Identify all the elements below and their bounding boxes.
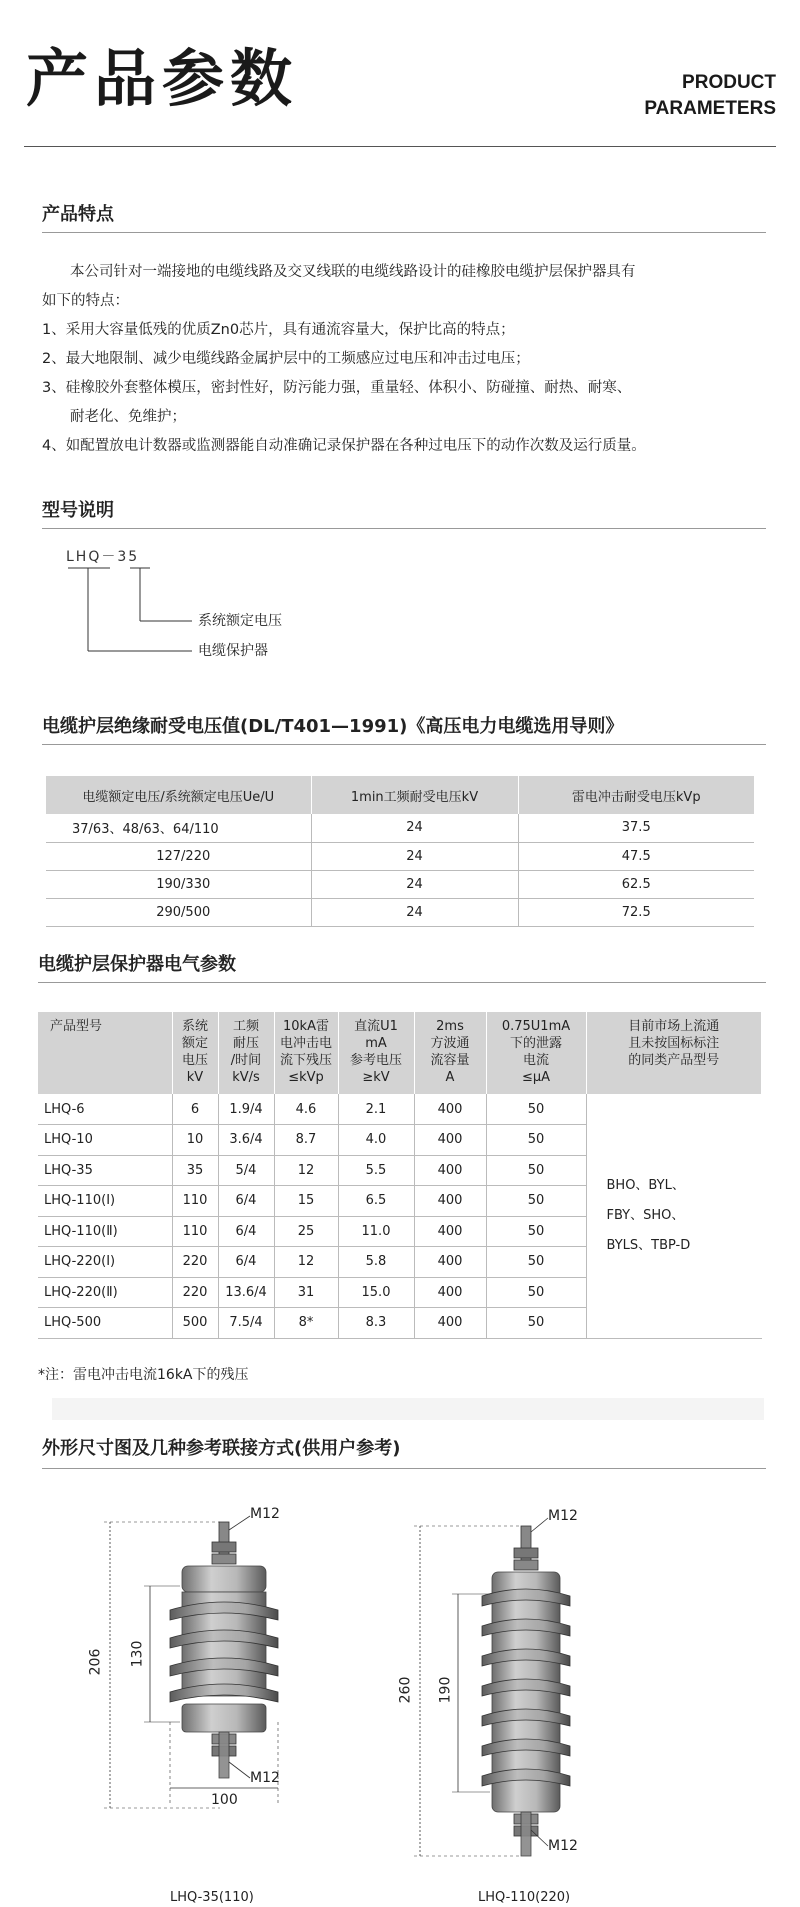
cell: 8.7	[274, 1125, 338, 1156]
cell: 400	[414, 1155, 486, 1186]
left-caption: LHQ-35(110)	[170, 1890, 254, 1905]
cell: 400	[414, 1216, 486, 1247]
cell: 6.5	[338, 1186, 414, 1217]
cell: 220	[172, 1247, 218, 1278]
cell: 400	[414, 1308, 486, 1339]
cell: 50	[486, 1155, 586, 1186]
cell: 4.0	[338, 1125, 414, 1156]
insulation-header-voltage: 电缆额定电压/系统额定电压Ue/U	[46, 776, 311, 814]
electrical-header-rated: 系统 额定 电压 kV	[172, 1012, 218, 1094]
equivalents-line-1: BHO、BYL、	[606, 1177, 685, 1193]
cell: 50	[486, 1308, 586, 1339]
page-title-en-line1: PRODUCT	[682, 72, 776, 93]
cell: 4.6	[274, 1094, 338, 1125]
equivalents-line-2: FBY、SHO、	[606, 1207, 685, 1223]
cell: 15	[274, 1186, 338, 1217]
drawings-title: 外形尺寸图及几种参考联接方式(供用户参考)	[42, 1438, 401, 1459]
cell: 37/63、48/63、64/110	[46, 814, 311, 842]
cell: 6	[172, 1094, 218, 1125]
electrical-header-model: 产品型号	[38, 1012, 172, 1094]
insulation-header-lightning: 雷电冲击耐受电压kVp	[518, 776, 754, 814]
cell: 24	[311, 842, 518, 870]
model-code: LHQ－35	[66, 549, 140, 565]
header-divider	[24, 146, 776, 147]
left-top-bolt-label: M12	[250, 1506, 280, 1522]
features-list	[42, 258, 776, 461]
cell: 5/4	[218, 1155, 274, 1186]
cell: 72.5	[518, 898, 754, 926]
cell: 24	[311, 870, 518, 898]
right-body-height: 190	[437, 1676, 454, 1704]
electrical-header-residual: 10kA雷 电冲击电 流下残压 ≤kVp	[274, 1012, 338, 1094]
cell: 2.1	[338, 1094, 414, 1125]
cell: 15.0	[338, 1277, 414, 1308]
model-diagram	[66, 540, 366, 670]
cell: 37.5	[518, 814, 754, 842]
model-label-voltage: 系统额定电压	[198, 613, 282, 629]
footnote: *注：雷电冲击电流16kA下的残压	[38, 1367, 249, 1383]
cell: 290/500	[46, 898, 311, 926]
cell: LHQ-500	[38, 1308, 172, 1339]
electrical-header-square-wave: 2ms 方波通 流容量 A	[414, 1012, 486, 1094]
table-row	[46, 870, 754, 898]
cell: 11.0	[338, 1216, 414, 1247]
cell: 127/220	[46, 842, 311, 870]
cell: 50	[486, 1094, 586, 1125]
cell: LHQ-110(Ⅱ)	[38, 1216, 172, 1247]
features-item-3b: 耐老化、免维护；	[70, 409, 186, 425]
cell: 25	[274, 1216, 338, 1247]
cell: 500	[172, 1308, 218, 1339]
electrical-header-leakage: 0.75U1mA 下的泄露 电流 ≤μA	[486, 1012, 586, 1094]
cell: 6/4	[218, 1186, 274, 1217]
cell: 50	[486, 1125, 586, 1156]
cell: 50	[486, 1277, 586, 1308]
features-item-4: 4、如配置放电计数器或监测器能自动准确记录保护器在各种过电压下的动作次数及运行质量。	[42, 438, 646, 454]
table-row	[46, 842, 754, 870]
model-divider	[42, 528, 766, 529]
cell: LHQ-10	[38, 1125, 172, 1156]
features-item-3a: 3、硅橡胶外套整体模压，密封性好，防污能力强，重量轻、体积小、防碰撞、耐热、耐寒、	[42, 380, 632, 396]
features-intro-2: 如下的特点：	[42, 293, 129, 309]
page-title: 产品参数	[26, 42, 299, 115]
right-bottom-bolt-label: M12	[548, 1838, 578, 1854]
cell: 13.6/4	[218, 1277, 274, 1308]
cell: 47.5	[518, 842, 754, 870]
cell: 12	[274, 1247, 338, 1278]
right-top-bolt-label: M12	[548, 1508, 578, 1524]
electrical-title: 电缆护层保护器电气参数	[38, 954, 236, 975]
electrical-header-dc-ref: 直流U1 mA 参考电压 ≥kV	[338, 1012, 414, 1094]
page-title-en-line2: PARAMETERS	[644, 98, 776, 119]
cell: 6/4	[218, 1247, 274, 1278]
cell: 35	[172, 1155, 218, 1186]
dimension-drawings	[0, 1486, 800, 1907]
cell: LHQ-220(Ⅰ)	[38, 1247, 172, 1278]
equivalents-line-3: BYLS、TBP-D	[606, 1237, 691, 1253]
insulation-table	[46, 776, 754, 927]
cell: 5.8	[338, 1247, 414, 1278]
table-row	[46, 814, 754, 842]
equivalents-cell	[586, 1094, 762, 1338]
cell: 220	[172, 1277, 218, 1308]
cell: 12	[274, 1155, 338, 1186]
table-row	[38, 1094, 762, 1125]
left-width: 100	[211, 1792, 238, 1808]
features-title: 产品特点	[42, 204, 114, 225]
features-divider	[42, 232, 766, 233]
page-title-english	[644, 70, 776, 122]
insulation-divider	[42, 744, 766, 745]
cell: 8.3	[338, 1308, 414, 1339]
electrical-header-power-freq: 工频 耐压 /时间 kV/s	[218, 1012, 274, 1094]
cell: 10	[172, 1125, 218, 1156]
drawings-divider	[42, 1468, 766, 1469]
left-overall-height: 206	[87, 1648, 104, 1676]
cell: 400	[414, 1094, 486, 1125]
cell: 50	[486, 1186, 586, 1217]
cell: 50	[486, 1216, 586, 1247]
cell: 1.9/4	[218, 1094, 274, 1125]
left-bottom-bolt-label: M12	[250, 1770, 280, 1786]
decorative-strip	[52, 1398, 764, 1420]
right-overall-height: 260	[397, 1676, 414, 1704]
insulation-header-power-freq: 1min工频耐受电压kV	[311, 776, 518, 814]
right-caption: LHQ-110(220)	[478, 1890, 571, 1905]
features-item-1: 1、采用大容量低残的优质Zn0芯片，具有通流容量大，保护比高的特点；	[42, 322, 515, 338]
electrical-divider	[38, 982, 766, 983]
cell: LHQ-110(Ⅰ)	[38, 1186, 172, 1217]
cell: 110	[172, 1186, 218, 1217]
cell: 62.5	[518, 870, 754, 898]
cell: 400	[414, 1125, 486, 1156]
cell: 8*	[274, 1308, 338, 1339]
features-item-2: 2、最大地限制、减少电缆线路金属护层中的工频感应过电压和冲击过电压；	[42, 351, 530, 367]
cell: 31	[274, 1277, 338, 1308]
cell: 7.5/4	[218, 1308, 274, 1339]
cell: 24	[311, 898, 518, 926]
cell: 6/4	[218, 1216, 274, 1247]
cell: 110	[172, 1216, 218, 1247]
cell: 400	[414, 1277, 486, 1308]
insulation-title: 电缆护层绝缘耐受电压值(DL/T401—1991)《高压电力电缆选用导则》	[42, 716, 624, 737]
cell: LHQ-220(Ⅱ)	[38, 1277, 172, 1308]
electrical-table	[38, 1012, 762, 1339]
cell: 400	[414, 1247, 486, 1278]
cell: 190/330	[46, 870, 311, 898]
cell: LHQ-6	[38, 1094, 172, 1125]
cell: LHQ-35	[38, 1155, 172, 1186]
table-row	[46, 898, 754, 926]
cell: 50	[486, 1247, 586, 1278]
electrical-header-equivalents: 目前市场上流通 且未按国标标注 的同类产品型号	[586, 1012, 762, 1094]
model-title: 型号说明	[42, 500, 114, 521]
cell: 400	[414, 1186, 486, 1217]
model-label-device: 电缆保护器	[198, 643, 268, 659]
left-body-height: 130	[129, 1640, 146, 1668]
features-intro-1: 本公司针对一端接地的电缆线路及交叉线联的电缆线路设计的硅橡胶电缆护层保护器具有	[70, 264, 636, 280]
cell: 5.5	[338, 1155, 414, 1186]
cell: 24	[311, 814, 518, 842]
cell: 3.6/4	[218, 1125, 274, 1156]
